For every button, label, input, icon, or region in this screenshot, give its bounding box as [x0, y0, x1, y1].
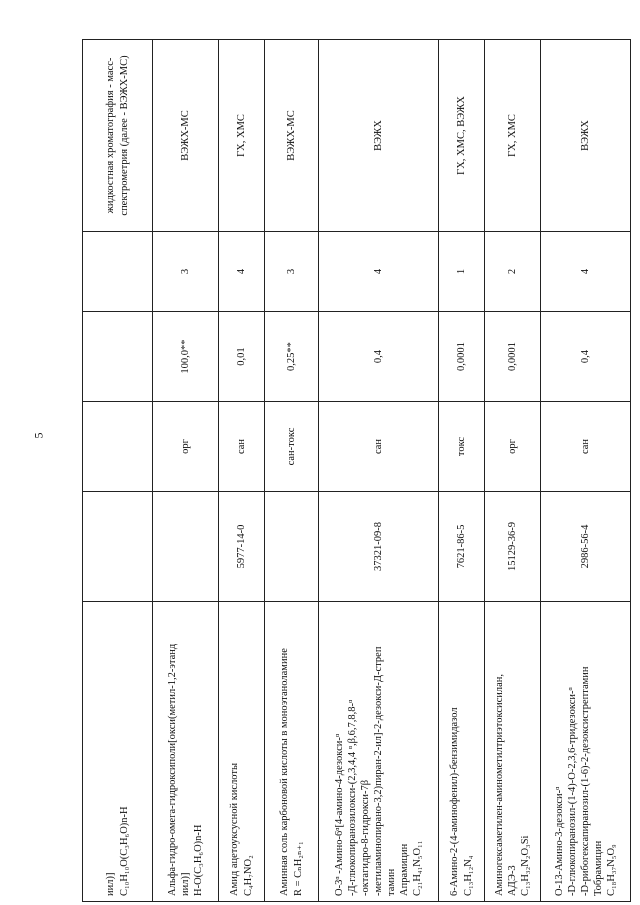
substance-name-line: -D-глюкопиранозил-(1-4)-O-2,3,6-тридезокси-ᵅ [566, 687, 578, 896]
substance-name-line: C₂₁H₄₁N₅O₁₁ [412, 840, 424, 896]
limit-value-cell [83, 312, 153, 402]
table-row [319, 40, 439, 902]
substance-name-line: Аминогексаметилен-аминометилтриэтоксисилан, [493, 673, 505, 896]
hazard-class-cell [83, 232, 153, 312]
substance-name-cell [439, 602, 485, 902]
table-row [83, 40, 153, 902]
table-row [265, 40, 319, 902]
method-cell: ВЭЖХ-МС [265, 40, 319, 232]
table-row [219, 40, 265, 902]
cas-number-cell [265, 492, 319, 602]
substance-name-line: C₁₈H₃₇N₅O₉ [606, 844, 618, 896]
limit-value-cell: 0,0001 [485, 312, 541, 402]
limit-value-cell: 0,25** [265, 312, 319, 402]
cas-number-cell [153, 492, 219, 602]
substance-name-line: Амид ацетоуксусной кислоты [229, 762, 241, 896]
substance-name-line: Тобрамицин [593, 840, 605, 896]
substance-name-line: C₁₃H₁₂N₄ [462, 855, 474, 896]
substance-name-line: Апрамицин [399, 843, 411, 896]
substance-name-cell [319, 602, 439, 902]
substance-name-line: H-O(C₃H₆O)n-H [193, 824, 205, 896]
substance-name-cell [265, 602, 319, 902]
substance-name-line: тамин [386, 868, 398, 896]
substance-name-line: иил)] [105, 872, 117, 896]
substance-name-cell [541, 602, 631, 902]
cas-number-cell: 2986-56-4 [541, 492, 631, 602]
table-container [82, 40, 618, 902]
cas-number-cell [83, 492, 153, 602]
limit-value-cell: 100,0** [153, 312, 219, 402]
hazard-class-cell: 1 [439, 232, 485, 312]
class-cell: орг [153, 402, 219, 492]
hazard-class-cell: 4 [219, 232, 265, 312]
page-number: 5 [31, 432, 46, 439]
class-cell: сан [219, 402, 265, 492]
hazard-class-cell: 3 [153, 232, 219, 312]
substance-name-line: Альфа-гидро-омега-гидроксиполи[окси(метил-1,2-этанд [166, 643, 178, 896]
hazard-class-cell: 4 [319, 232, 439, 312]
substance-name-line: O-3ᵅ -Амино-6ᵅ[4-амино-4-дезокси-ᵅ [333, 733, 345, 896]
hazard-class-cell: 4 [541, 232, 631, 312]
method-cell: ГХ, ХМС [485, 40, 541, 232]
substances-table [82, 39, 631, 902]
substance-name-cell [219, 602, 265, 902]
substance-name-line: -метиламинопирано-3,2)пиран-2-ил]-2-дезокси-Д-стреп [372, 646, 384, 896]
substance-name-line: O-13-Амино-3-дезокси-ᵅ [553, 786, 565, 896]
hazard-class-cell: 2 [485, 232, 541, 312]
substance-name-line: C₁₃H₃₂N₂O₃Si [520, 835, 532, 896]
substance-name-line: -октагидро-8-гидрокси-7β [359, 779, 371, 896]
class-cell: сан-токс [265, 402, 319, 492]
substance-name-cell [153, 602, 219, 902]
method-cell: жидкостная хроматография - масс-спектрометрия (далее - ВЭЖХ-МС) [83, 40, 153, 232]
substance-name-line: -Д-глюкопиранозилокси-(2,3,4,4 ᵅ,β,6,7,8,8-ᵅ [346, 699, 358, 896]
method-cell: ВЭЖХ-МС [153, 40, 219, 232]
hazard-class-cell: 3 [265, 232, 319, 312]
cas-number-cell: 5977-14-0 [219, 492, 265, 602]
cas-number-cell: 15129-36-9 [485, 492, 541, 602]
substance-name-cell [485, 602, 541, 902]
cas-number-cell: 37321-09-8 [319, 492, 439, 602]
limit-value-cell: 0,01 [219, 312, 265, 402]
class-cell: сан [541, 402, 631, 492]
substance-name-cell [83, 602, 153, 902]
class-cell: орг [485, 402, 541, 492]
method-cell: ГХ, ХМС, ВЭЖХ [439, 40, 485, 232]
table-body [83, 40, 631, 902]
substance-name-line: C₁₀H₁₀O(C₃H₆O)n-H [118, 806, 130, 896]
table-row [439, 40, 485, 902]
substance-name-line: 6-Амино-2-(4-аминофенил)-бензимидазол [449, 707, 461, 896]
substance-name-line: C₄H₇NO₂ [242, 855, 254, 896]
limit-value-cell: 0,0001 [439, 312, 485, 402]
class-cell [83, 402, 153, 492]
table-row [485, 40, 541, 902]
limit-value-cell: 0,4 [319, 312, 439, 402]
table-row [541, 40, 631, 902]
substance-name-line: -D-рибогексапиранозил-(1-6)-2-дезоксистрептамин [579, 666, 591, 896]
method-cell: ВЭЖХ [319, 40, 439, 232]
class-cell: сан [319, 402, 439, 492]
method-cell: ГХ, ХМС [219, 40, 265, 232]
method-cell: ВЭЖХ [541, 40, 631, 232]
substance-name-line: иил)] [179, 872, 191, 896]
table-row [153, 40, 219, 902]
substance-name-line: АДЭ-3 [506, 865, 518, 896]
substance-name-line: Аминная соль карбоновой кислоты в моноэтаноламине [279, 648, 291, 896]
class-cell: токс [439, 402, 485, 492]
substance-name-line: R = CₙH₂ₙ₊₁ [292, 841, 304, 896]
limit-value-cell: 0,4 [541, 312, 631, 402]
rotated-table [82, 40, 618, 902]
cas-number-cell: 7621-86-5 [439, 492, 485, 602]
